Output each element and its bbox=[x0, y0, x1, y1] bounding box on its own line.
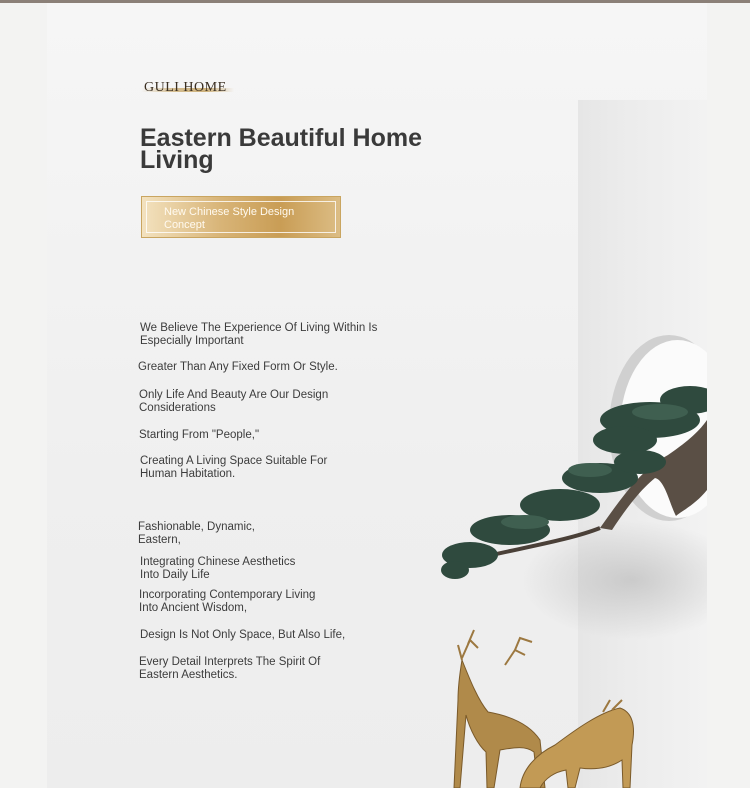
badge-line-2: Concept bbox=[164, 219, 205, 231]
paragraph-line: Human Habitation. bbox=[140, 468, 236, 480]
paragraph-line: Every Detail Interprets The Spirit Of bbox=[139, 656, 321, 668]
paragraph-9 bbox=[140, 629, 345, 642]
paragraph-line: Eastern Aesthetics. bbox=[139, 669, 238, 681]
right-margin bbox=[707, 3, 750, 788]
paragraph-line: Design Is Not Only Space, But Also Life, bbox=[140, 629, 346, 641]
paragraph-line: Fashionable, Dynamic, bbox=[138, 521, 255, 533]
paragraph-4 bbox=[139, 429, 259, 442]
paragraph-7 bbox=[140, 556, 295, 582]
paragraph-6 bbox=[138, 521, 255, 547]
concept-badge bbox=[141, 196, 341, 238]
brand-logo: GULI HOME bbox=[141, 80, 234, 96]
paragraph-line: Creating A Living Space Suitable For bbox=[140, 455, 328, 467]
paragraph-2 bbox=[138, 361, 338, 374]
paragraph-line: Starting From "People," bbox=[139, 429, 260, 441]
paragraph-line: Only Life And Beauty Are Our Design bbox=[139, 389, 329, 401]
paragraph-line: Incorporating Contemporary Living bbox=[139, 589, 316, 601]
paragraph-line: Greater Than Any Fixed Form Or Style. bbox=[138, 361, 338, 373]
page-title bbox=[140, 124, 440, 174]
paragraph-5 bbox=[140, 455, 327, 481]
paragraph-1 bbox=[140, 322, 377, 348]
title-line-1: Eastern Beautiful Home bbox=[140, 124, 423, 152]
paragraph-line: Eastern, bbox=[138, 534, 181, 546]
title-line-2: Living bbox=[140, 146, 214, 174]
paragraph-3 bbox=[139, 389, 328, 415]
badge-line-1: New Chinese Style Design bbox=[164, 206, 295, 218]
paragraph-line: Into Daily Life bbox=[140, 569, 210, 581]
paragraph-line: Into Ancient Wisdom, bbox=[139, 602, 248, 614]
paragraph-line: Considerations bbox=[139, 402, 216, 414]
paragraph-line: Integrating Chinese Aesthetics bbox=[140, 556, 296, 568]
paragraph-8 bbox=[139, 589, 315, 615]
badge-text bbox=[164, 206, 324, 232]
paragraph-line: We Believe The Experience Of Living Within Is bbox=[140, 322, 378, 334]
paragraph-line: Especially Important bbox=[140, 335, 244, 347]
paragraph-10 bbox=[139, 656, 320, 682]
